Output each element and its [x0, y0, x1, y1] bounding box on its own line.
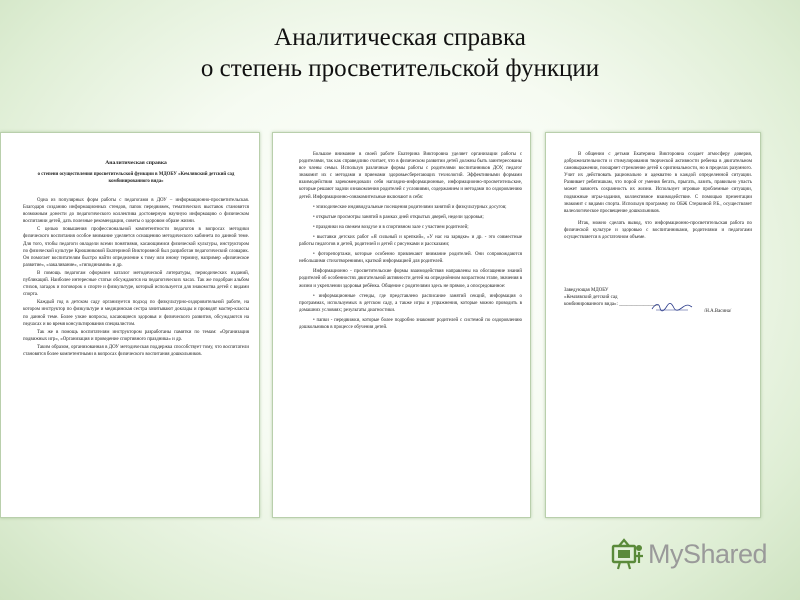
paragraph: Итак, можно сделать вывод, что информационно-просветительская работа по физической культуре и здоровью с воспитанниками, родителями и педагогами осуществляется в достаточном объеме. — [564, 220, 752, 241]
paragraph: Большое внимание в своей работе Екатерина Викторовна уделяет организации работы с родителями, так как справедливо считает, что в физическом развитии детей должны быть заинтересованы все члены семьи. Используя различные формы работы с родителями воспитанников ДОУ, педагог знакомит их с методами и приемами здоровьесберегающих технологий. Эффективными формами взаимодействия зарекомендовали себя наглядно-информационные, информационно-просветительские, которые решают задачи ознакомления родителей с условиями, содержанием и методами по оздоровлению детей. Информационно-ознакомительные включают в себя: — [299, 152, 522, 200]
paragraph: В помощь педагогам оформлен каталог методической литературы, периодических изданий, публикаций. Наиболее интересные статьи обсуждаются на педагогических часах. Так же подобран альбом стихов, загадок и поговорок о спорте и физкультуре, который используется для знакомства детей с видами спорта. — [23, 270, 249, 298]
document-heading: Аналитическая справка — [105, 160, 167, 166]
paragraph: В общении с детьми Екатерина Викторовна создает атмосферу доверия, доброжелательности и стимулирования творческой активности ребенка в двигательном самовыражении, поощряет стремление детей к оригинальности, но в пределах разумного. Учит их действовать рационально и адекватно в каждой определенной ситуации. Развивает ребятишкам, что порой от умения бегать, прыгать, лазить, правильно упасть может зависеть сохранность их жизни. Использует игровые проблемные ситуации, подвижные игры-задания, коллективное взаимодействие. С помощью презентации знакомит с видами спорта. Используя программу по ОБЖ Стеркиной Р.Б., осуществляет валеологическое просвещение дошкольников. — [564, 152, 752, 214]
paragraph: Каждый год в детском саду организуется подход по физкультурно-оздоровительной работе, на котором инструктор по физкультуре и медицинская сестра зачитывают доклады и проводят мастер-классы по данной теме. Более узкие вопросы, касающиеся здоровья и физического развития, обсуждаются на педчасах и во время консультирования специалистом. — [23, 300, 249, 327]
document-page-1 — [0, 132, 260, 518]
document-page-2 — [272, 132, 531, 518]
paragraph: Так же в помощь воспитателям инструктором разработаны памятки по темам: «Организация подвижных игр», «Организация и проведение спортивного праздника» и др. — [23, 329, 249, 342]
bullet-item: • фоторепортажи, которые особенно привлекают внимание родителей. Они сопровождаются небольшими стихотворениями, краткой информацией для родителей. — [299, 252, 522, 265]
brand-name: MyShared — [648, 538, 768, 569]
bullet-item: • выставки детских работ «Я сильный и крепкий», «У нас на зарядке» и др. - это совместные работы педагогов и детей, родителей и детей с рисунками и рассказами; — [299, 234, 522, 248]
document-page-3 — [545, 132, 761, 518]
paragraph: Информационно - просветительские формы взаимодействия направлены на обогащение знаний родителей об особенностях двигательной активности детей на определённом возрастном этапе, значения в жизни и укреплении здоровья ребёнка. Общение с родителями здесь не прямое, а опосредованное: — [299, 269, 523, 289]
signature-label-line: «Кемлявский детский сад — [564, 295, 618, 301]
bullet-item: • информационные стенды, где представлено расписание занятий секций, информация о программах, используемых в детском саду, а также игры и упражнения, которые можно проводить в домашних условиях; результаты диагностики. — [299, 293, 522, 313]
bullet-item: • праздники на свежем воздухе и в спортивном зале с участием родителей; — [313, 224, 469, 230]
slide-title — [0, 22, 800, 84]
paragraph: Одна из популярных форм работы с педагогами в ДОУ – информационно-просветительская. Благодаря созданию информационных стендов, папок передвижек, тематических выставок становится возможным донести до педагогического коллектива достоверную научную информацию о физическом воспитании детей, дать полезные рекомендации, советы о здоровом образе жизни. — [23, 198, 249, 225]
signature-block — [564, 287, 752, 315]
bullet-item: • открытые просмотры занятий в рамках дней открытых дверей, недели здоровья; — [313, 214, 484, 220]
bullet-item: • эпизодические индивидуальные посещения родителями занятий и физкультурных досугов; — [313, 204, 507, 210]
signature-label-line: Заведующая МДОБУ — [564, 288, 609, 294]
document-subheading: о степени осуществления просветительской функции в МДОБУ «Кемлявский детский сад комбинированного вида» — [37, 172, 235, 184]
signature-name: /Н.А.Васина/ — [704, 309, 732, 315]
handwritten-signature — [650, 301, 694, 313]
bullet-item: • папки - передвижки, которые более подробно знакомят родителей с системой по оздоровлению дошкольников в процессе обучения детей. — [299, 317, 522, 330]
slide-title-line1: Аналитическая справка — [274, 24, 526, 51]
slide-title-line2: о степень просветительской функции — [200, 55, 600, 82]
myshared-logo[interactable] — [610, 533, 770, 575]
paragraph: С целью повышения профессиональной компетентности педагогов в вопросах методики физического воспитания особое внимание уделяется оснащению методического кабинета по данной теме. Для того, чтобы педагоги овладели всеми понятиями, касающимися физической культуры, инструктором по физической культуре Крюшниковой Екатериной Викторовной был разработан педагогический словарик. Он помогает воспитателям быстро найти определение к тому или иному термину, например «физическое развитие», «закаливание», «гиподинамия» и др. — [23, 227, 249, 268]
paragraph: Таким образом, организованная в ДОУ методическая поддержка способствует тому, что воспитатели становятся более компетентными в вопросах физического воспитания дошкольников. — [23, 344, 249, 357]
signature-label-line: комбинированного вида»: ________________ — [564, 302, 659, 308]
myshared-logo-icon — [610, 536, 646, 572]
